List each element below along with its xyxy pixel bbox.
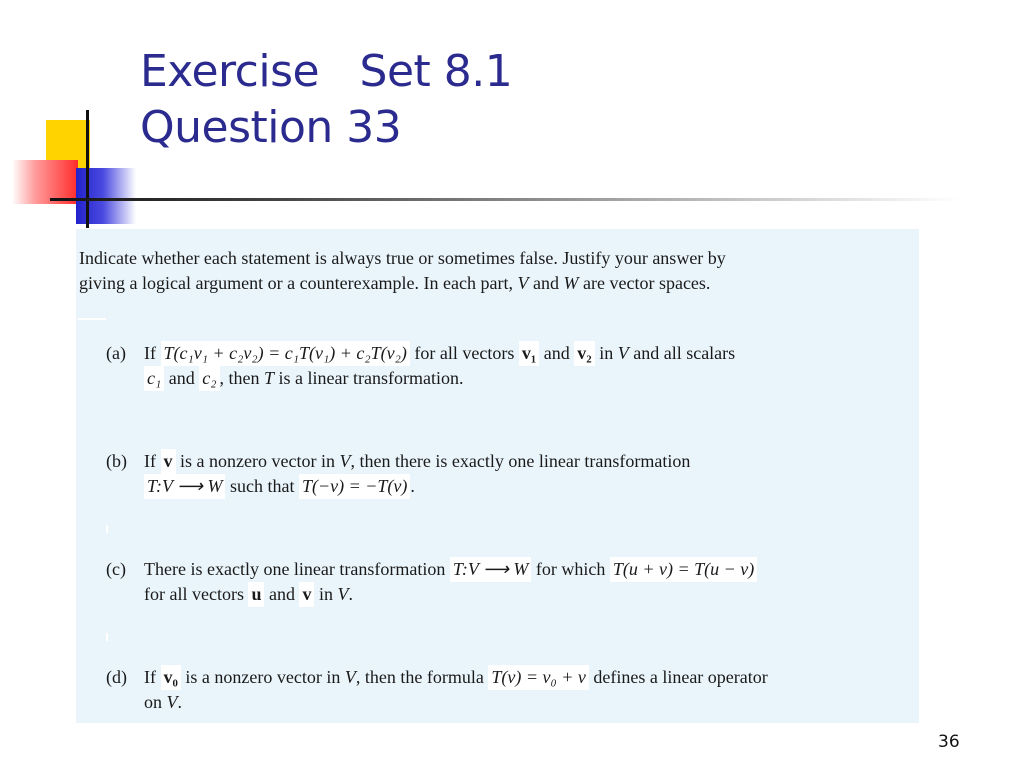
math-vector: v₀ bbox=[161, 665, 181, 690]
math-expression: T(v) = v₀ + v bbox=[488, 665, 589, 690]
text: . bbox=[177, 692, 182, 712]
text: and bbox=[164, 368, 200, 388]
var-V: V bbox=[337, 584, 349, 604]
text: such that bbox=[225, 476, 299, 496]
marker bbox=[106, 633, 108, 641]
marker bbox=[106, 525, 108, 533]
statement-text bbox=[144, 665, 904, 715]
text: . bbox=[348, 584, 353, 604]
text: is a nonzero vector in bbox=[180, 667, 345, 687]
statement-label: (c) bbox=[106, 559, 126, 579]
var-V: V bbox=[517, 273, 529, 293]
text: and bbox=[264, 584, 300, 604]
text: for which bbox=[531, 559, 610, 579]
text: , then bbox=[219, 368, 264, 388]
text: in bbox=[594, 343, 618, 363]
text: and all scalars bbox=[628, 343, 736, 363]
statement-text bbox=[144, 557, 904, 607]
text: is a nonzero vector in bbox=[175, 451, 340, 471]
slide-title bbox=[140, 44, 512, 156]
text: defines a linear operator bbox=[588, 667, 768, 687]
text: There is exactly one linear transformation bbox=[144, 559, 450, 579]
text: If bbox=[144, 451, 161, 471]
statement-label: (a) bbox=[106, 343, 126, 363]
title-decoration bbox=[0, 0, 140, 240]
blue-square-icon bbox=[76, 168, 136, 224]
var-W: W bbox=[563, 273, 579, 293]
math-scalar: c₂ bbox=[199, 366, 219, 391]
title-line-1: Exercise Set 8.1 bbox=[140, 46, 513, 97]
math-mapping: T:V ⟶ W bbox=[144, 474, 225, 499]
intro-line-1: Indicate whether each statement is always true or sometimes false. Justify your answer by bbox=[79, 248, 726, 268]
text: If bbox=[144, 343, 161, 363]
text: is a linear transformation. bbox=[274, 368, 464, 388]
math-expression: T(u + v) = T(u − v) bbox=[610, 557, 757, 582]
text: , then the formula bbox=[355, 667, 489, 687]
math-vector: u bbox=[248, 582, 264, 607]
statement-text bbox=[144, 341, 904, 391]
var-V: V bbox=[166, 692, 178, 712]
math-vector: v₂ bbox=[574, 341, 594, 366]
statement-label: (b) bbox=[106, 451, 127, 471]
text: in bbox=[314, 584, 338, 604]
text: for all vectors bbox=[144, 584, 249, 604]
statement-label: (d) bbox=[106, 667, 127, 687]
separator bbox=[78, 318, 106, 320]
title-underline bbox=[50, 198, 960, 201]
text: . bbox=[410, 476, 415, 496]
intro-and: and bbox=[528, 273, 564, 293]
math-expression: T(−v) = −T(v) bbox=[299, 474, 410, 499]
var-V: V bbox=[344, 667, 356, 687]
title-line-2: Question 33 bbox=[140, 102, 402, 153]
text: , then there is exactly one linear transformation bbox=[350, 451, 691, 471]
question-panel bbox=[76, 229, 919, 723]
intro-line-2a: giving a logical argument or a counterexample. In each part, bbox=[79, 273, 518, 293]
vertical-rule bbox=[86, 110, 89, 228]
var-V: V bbox=[617, 343, 629, 363]
instructions bbox=[79, 246, 909, 296]
text: and bbox=[539, 343, 575, 363]
page-number: 36 bbox=[938, 732, 960, 752]
text: on bbox=[144, 692, 167, 712]
math-vector: v bbox=[161, 449, 176, 474]
math-vector: v₁ bbox=[519, 341, 539, 366]
var-T: T bbox=[264, 368, 275, 388]
math-expression: T(c₁v₁ + c₂v₂) = c₁T(v₁) + c₂T(v₂) bbox=[161, 341, 410, 366]
var-V: V bbox=[339, 451, 351, 471]
math-vector: v bbox=[299, 582, 314, 607]
math-scalar: c₁ bbox=[144, 366, 164, 391]
math-mapping: T:V ⟶ W bbox=[450, 557, 531, 582]
text: If bbox=[144, 667, 161, 687]
text: for all vectors bbox=[409, 343, 519, 363]
intro-line-2b: are vector spaces. bbox=[578, 273, 711, 293]
statement-text bbox=[144, 449, 904, 499]
